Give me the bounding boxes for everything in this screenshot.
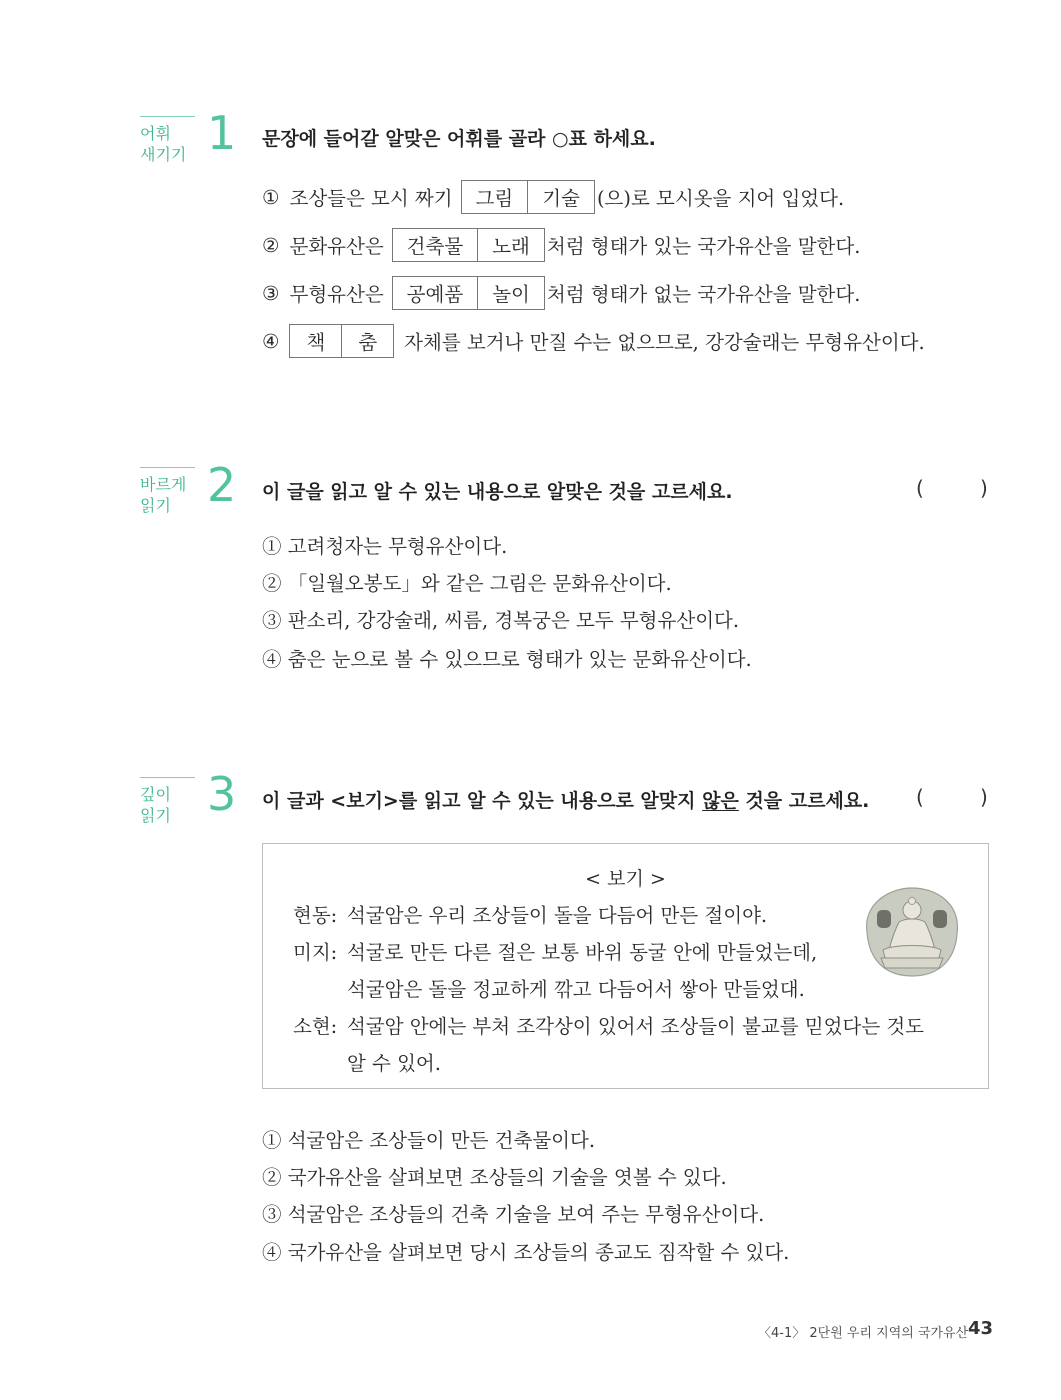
bogi-line-1: 석굴암은 우리 조상들이 돌을 다듬어 만든 절이야. xyxy=(347,904,768,927)
q3-option-1[interactable]: ① 석굴암은 조상들이 만든 건축물이다. xyxy=(262,1129,596,1152)
q1-item-1-choices xyxy=(461,180,595,214)
q1-item-3-choice-b[interactable]: 놀이 xyxy=(477,277,544,309)
q3-title xyxy=(262,786,869,813)
q3-option-3[interactable]: ③ 석굴암은 조상들의 건축 기술을 보여 주는 무형유산이다. xyxy=(262,1203,765,1226)
buddha-statue-icon xyxy=(859,884,965,980)
q1-item-3-choice-a[interactable]: 공예품 xyxy=(406,283,464,306)
q1-item-3-after: 처럼 형태가 없는 국가유산을 말한다. xyxy=(546,283,861,306)
q1-tag-line1: 어휘 xyxy=(140,124,171,143)
q1-item-1-after: (으)로 모시옷을 지어 입었다. xyxy=(596,187,845,210)
page-number: 43 xyxy=(968,1318,994,1339)
q1-title: 문장에 들어갈 알맞은 어휘를 골라 ○표 하세요. xyxy=(262,128,656,150)
q1-item-2-marker: ② xyxy=(262,233,280,257)
q3-paren-close: ) xyxy=(980,785,988,809)
footer-unit: 〈4-1〉 2단원 우리 지역의 국가유산 xyxy=(758,1326,969,1341)
q1-item-1-before: 조상들은 모시 짜기 xyxy=(289,187,453,210)
q3-number: 3 xyxy=(207,767,237,821)
q3-option-4[interactable]: ④ 국가유산을 살펴보면 당시 조상들의 종교도 짐작할 수 있다. xyxy=(262,1241,790,1264)
q3-tag-line1: 깊이 xyxy=(140,785,171,804)
q1-item-4-after: 자체를 보거나 만질 수는 없으므로, 강강술래는 무형유산이다. xyxy=(404,331,925,354)
bogi-box xyxy=(262,843,989,1089)
q3-answer-blank[interactable] xyxy=(916,785,988,809)
q2-paren-open: ( xyxy=(916,476,924,500)
q1-item-3 xyxy=(262,276,860,310)
q2-paren-close: ) xyxy=(980,476,988,500)
q3-title-post: 것을 고르세요. xyxy=(738,790,870,812)
q1-tag-rule xyxy=(140,116,195,117)
q3-paren-open: ( xyxy=(916,785,924,809)
q1-item-2-before: 문화유산은 xyxy=(289,235,384,258)
q1-item-4-marker: ④ xyxy=(262,329,280,353)
q3-title-pre: 이 글과 <보기>를 읽고 알 수 있는 내용으로 알맞지 xyxy=(262,790,703,812)
q1-tag xyxy=(140,116,195,165)
q1-item-2-choices xyxy=(392,228,545,262)
bogi-speaker-2: 미지: xyxy=(293,941,338,964)
q2-option-3[interactable]: ③ 판소리, 강강술래, 씨름, 경복궁은 모두 무형유산이다. xyxy=(262,609,740,632)
q1-item-3-marker: ③ xyxy=(262,281,280,305)
q2-option-4[interactable]: ④ 춤은 눈으로 볼 수 있으므로 형태가 있는 문화유산이다. xyxy=(262,648,752,671)
q3-option-2[interactable]: ② 국가유산을 살펴보면 조상들의 기술을 엿볼 수 있다. xyxy=(262,1166,727,1189)
bogi-line-4: 석굴암 안에는 부처 조각상이 있어서 조상들이 불교를 믿었다는 것도 xyxy=(347,1015,925,1038)
q1-item-1-choice-a[interactable]: 그림 xyxy=(475,187,514,210)
q1-item-1 xyxy=(262,180,844,214)
q2-option-2[interactable]: ② 「일월오봉도」와 같은 그림은 문화유산이다. xyxy=(262,572,672,595)
bogi-line-5: 알 수 있어. xyxy=(347,1052,441,1075)
q3-tag-line2: 읽기 xyxy=(140,806,171,825)
q1-tag-line2: 새기기 xyxy=(140,145,187,164)
q2-tag-line1: 바르게 xyxy=(140,475,187,494)
q1-item-4-choice-b[interactable]: 춤 xyxy=(341,325,393,357)
bogi-speaker-3: 소현: xyxy=(293,1015,338,1038)
bogi-line-3: 석굴암은 돌을 정교하게 깎고 다듬어서 쌓아 만들었대. xyxy=(347,978,805,1001)
q1-item-2-after: 처럼 형태가 있는 국가유산을 말한다. xyxy=(546,235,861,258)
q2-answer-blank[interactable] xyxy=(916,476,988,500)
q1-item-2-choice-b[interactable]: 노래 xyxy=(477,229,544,261)
bogi-line-2: 석굴로 만든 다른 절은 보통 바위 동굴 안에 만들었는데, xyxy=(347,941,818,964)
q2-option-1[interactable]: ① 고려청자는 무형유산이다. xyxy=(262,535,508,558)
q1-item-2-choice-a[interactable]: 건축물 xyxy=(406,235,464,258)
q2-title: 이 글을 읽고 알 수 있는 내용으로 알맞은 것을 고르세요. xyxy=(262,481,733,503)
q1-item-3-choices xyxy=(392,276,545,310)
q1-item-1-marker: ① xyxy=(262,185,280,209)
q1-item-4-choices xyxy=(289,324,394,358)
bogi-title: < 보기 > xyxy=(585,868,666,890)
q1-item-2 xyxy=(262,228,860,262)
q1-item-4 xyxy=(262,324,925,358)
q3-tag xyxy=(140,777,195,826)
q1-item-4-choice-a[interactable]: 책 xyxy=(306,331,326,354)
q1-item-3-before: 무형유산은 xyxy=(289,283,384,306)
q2-number: 2 xyxy=(207,458,237,512)
bogi-speaker-1: 현동: xyxy=(293,904,338,927)
q2-tag-line2: 읽기 xyxy=(140,496,171,515)
q1-item-1-choice-b[interactable]: 기술 xyxy=(527,181,594,213)
q3-tag-rule xyxy=(140,777,195,778)
q1-number: 1 xyxy=(207,106,237,160)
q3-title-emphasis: 않은 xyxy=(702,790,739,812)
q2-tag xyxy=(140,467,195,516)
q2-tag-rule xyxy=(140,467,195,468)
